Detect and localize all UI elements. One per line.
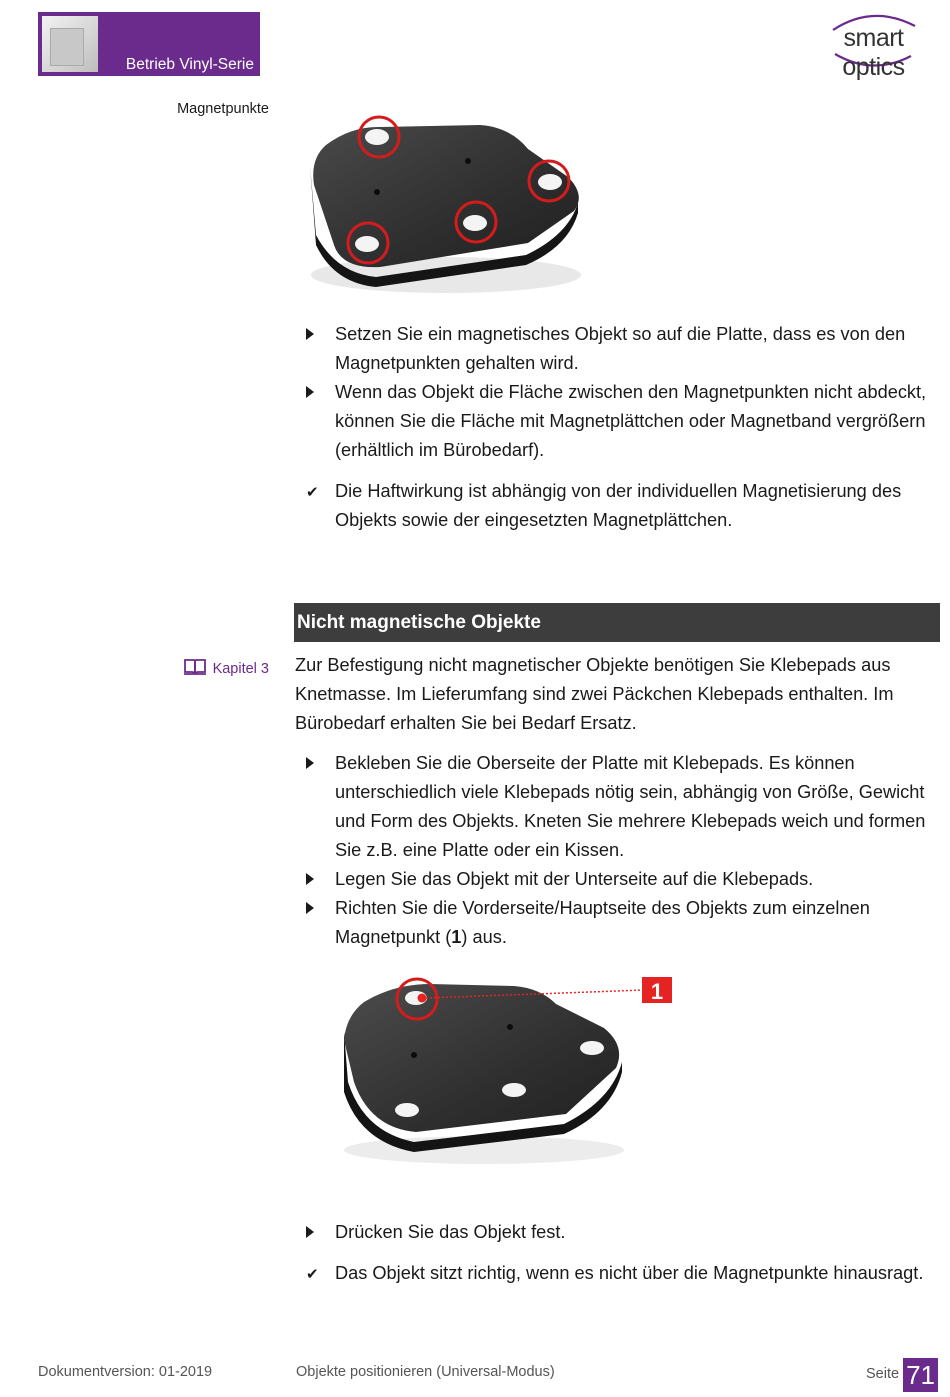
page-number: 71 bbox=[903, 1358, 938, 1392]
list-item-text: Bekleben Sie die Oberseite der Platte mit Klebepads. Es können unterschiedlich viele Klebepads nötig sein, abhängig von Größe, Gewicht und Form des Objekts. Kneten Sie mehrere Klebepads weich und formen Sie z.B. eine Platte oder ein Kissen. bbox=[335, 753, 926, 860]
header-tab bbox=[38, 12, 260, 76]
bullet-triangle-icon bbox=[306, 873, 314, 885]
list-item bbox=[296, 894, 936, 952]
bullet-triangle-icon bbox=[306, 1226, 314, 1238]
result-item bbox=[296, 477, 936, 535]
nonmagnet-intro: Zur Befestigung nicht magnetischer Objekte benötigen Sie Klebepads aus Knetmasse. Im Lieferumfang sind zwei Päckchen Klebepads enthalten. Im Bürobedarf erhalten Sie bei Bedarf Ersatz. bbox=[295, 655, 894, 733]
final-bullet-list bbox=[296, 1218, 936, 1247]
footer-page bbox=[866, 1358, 938, 1392]
nonmagnet-final-instructions bbox=[296, 1218, 936, 1288]
list-item-text: Setzen Sie ein magnetisches Objekt so auf die Platte, dass es von den Magnetpunkten gehalten wird. bbox=[335, 324, 906, 373]
alignment-plate-photo bbox=[334, 972, 679, 1168]
side-label-magnetpunkte: Magnetpunkte bbox=[177, 101, 269, 117]
footer-version: Dokumentversion: 01-2019 bbox=[38, 1364, 213, 1380]
bullet-triangle-icon bbox=[306, 386, 314, 398]
list-item bbox=[296, 378, 936, 465]
result-item bbox=[296, 1259, 936, 1288]
chapter-link[interactable]: Kapitel 3 bbox=[212, 661, 269, 677]
nonmagnet-bullet-list bbox=[296, 749, 936, 952]
footer-chapter: Objekte positionieren (Universal-Modus) bbox=[296, 1364, 555, 1380]
list-item-text: Legen Sie das Objekt mit der Unterseite auf die Klebepads. bbox=[335, 869, 814, 889]
callout-label: 1 bbox=[650, 979, 664, 1004]
list-item-text: Wenn das Objekt die Fläche zwischen den Magnetpunkten nicht abdeckt, können Sie die Fläche mit Magnetplättchen oder Magnetband vergrößern (erhältlich im Bürobedarf). bbox=[335, 382, 927, 460]
magnet-result-list bbox=[296, 477, 936, 535]
bullet-triangle-icon bbox=[306, 757, 314, 769]
final-result-list bbox=[296, 1259, 936, 1288]
callout-reference: 1 bbox=[451, 927, 462, 947]
logo-text: smart optics bbox=[842, 24, 905, 81]
list-item-text: ) aus. bbox=[461, 927, 507, 947]
magnet-instructions bbox=[296, 320, 936, 535]
result-text: Das Objekt sitzt richtig, wenn es nicht über die Magnetpunkte hinausragt. bbox=[335, 1263, 924, 1283]
bullet-triangle-icon bbox=[306, 328, 314, 340]
list-item bbox=[296, 865, 936, 894]
list-item-text: Richten Sie die Vorderseite/Hauptseite des Objekts zum einzelnen Magnetpunkt ( bbox=[335, 898, 870, 947]
result-text: Die Haftwirkung ist abhängig von der individuellen Magnetisierung des Objekts sowie der eingesetzten Magnetplättchen. bbox=[335, 481, 902, 530]
header-section-title: Betrieb Vinyl-Serie bbox=[125, 56, 254, 73]
list-item bbox=[296, 1218, 936, 1247]
magnet-bullet-list bbox=[296, 320, 936, 465]
checkmark-icon: ✔ bbox=[306, 484, 319, 501]
nonmagnet-instructions bbox=[296, 749, 936, 952]
section-heading-nonmagnet: Nicht magnetische Objekte bbox=[294, 603, 940, 642]
list-item bbox=[296, 749, 936, 865]
page-label: Seite bbox=[866, 1366, 900, 1382]
bullet-triangle-icon bbox=[306, 902, 314, 914]
chapter-reference bbox=[183, 658, 269, 680]
magnet-plate-photo bbox=[296, 105, 596, 303]
book-icon bbox=[183, 658, 207, 680]
scanner-thumbnail-icon bbox=[42, 16, 98, 72]
list-item-text: Drücken Sie das Objekt fest. bbox=[335, 1222, 566, 1242]
list-item bbox=[296, 320, 936, 378]
checkmark-icon: ✔ bbox=[306, 1266, 319, 1283]
company-logo bbox=[811, 10, 936, 81]
